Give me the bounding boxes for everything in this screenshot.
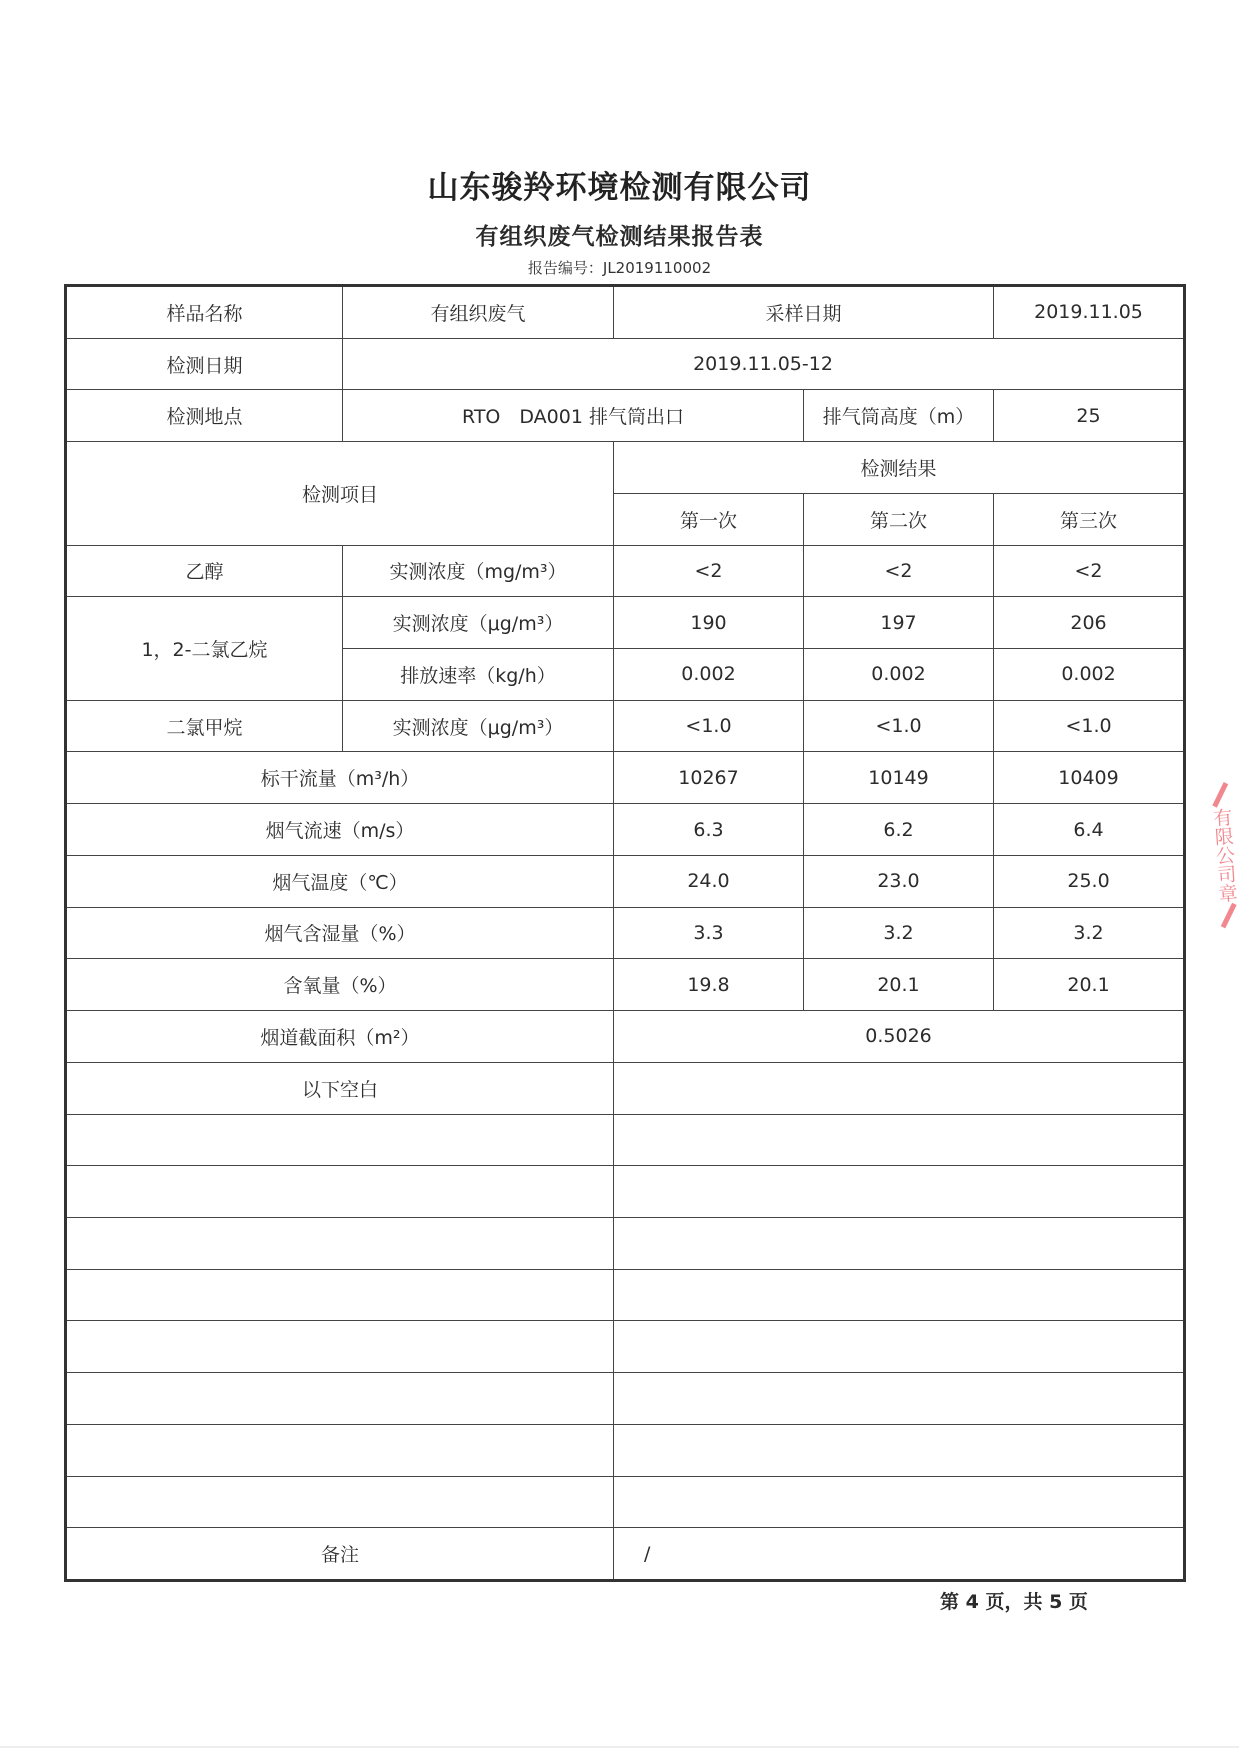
- value-run-1: 0.002: [614, 649, 804, 701]
- value-run-1: 10267: [614, 752, 804, 804]
- empty-cell: [614, 1114, 1185, 1166]
- empty-cell: [614, 1321, 1185, 1373]
- area-value: 0.5026: [614, 1011, 1185, 1063]
- value-run-2: 10149: [804, 752, 994, 804]
- row-area: [66, 1011, 1185, 1063]
- value-run-1: 190: [614, 597, 804, 649]
- value-run-1: 3.3: [614, 907, 804, 959]
- empty-row: [66, 1321, 1185, 1373]
- stack-height-label: 排气筒高度（m）: [804, 390, 994, 442]
- pollutant-name: 乙醇: [66, 545, 343, 597]
- row-temperature: [66, 855, 1185, 907]
- value-run-3: 0.002: [994, 649, 1185, 701]
- empty-cell: [614, 1476, 1185, 1528]
- sampling-date-value: 2019.11.05: [994, 286, 1185, 339]
- test-date-label: 检测日期: [66, 338, 343, 390]
- empty-row: [66, 1217, 1185, 1269]
- value-run-1: 6.3: [614, 804, 804, 856]
- value-run-2: <2: [804, 545, 994, 597]
- pollutant-name: 1，2-二氯乙烷: [66, 597, 343, 700]
- param-name: 实测浓度（μg/m³）: [343, 700, 614, 752]
- report-number: [0, 257, 1239, 278]
- value-run-1: 24.0: [614, 855, 804, 907]
- report-number-value: JL2019110002: [602, 259, 712, 277]
- empty-cell: [614, 1217, 1185, 1269]
- sample-name-value: 有组织废气: [343, 286, 614, 339]
- value-run-2: 197: [804, 597, 994, 649]
- pollutant-name: 二氯甲烷: [66, 700, 343, 752]
- row-dcm: [66, 700, 1185, 752]
- empty-row: [66, 1476, 1185, 1528]
- flue-label: 烟气流速（m/s）: [66, 804, 614, 856]
- location-label: 检测地点: [66, 390, 343, 442]
- row-flow: [66, 752, 1185, 804]
- row-dce-conc: [66, 597, 1185, 649]
- param-name: 实测浓度（μg/m³）: [343, 597, 614, 649]
- blank-notice: 以下空白: [66, 1062, 614, 1114]
- run-3-header: 第三次: [994, 493, 1185, 545]
- empty-cell: [66, 1217, 614, 1269]
- empty-cell: [614, 1373, 1185, 1425]
- row-test-date: [66, 338, 1185, 390]
- empty-cell: [66, 1114, 614, 1166]
- value-run-3: 3.2: [994, 907, 1185, 959]
- empty-cell: [66, 1166, 614, 1218]
- param-name: 实测浓度（mg/m³）: [343, 545, 614, 597]
- row-ethanol: [66, 545, 1185, 597]
- remarks-label: 备注: [66, 1528, 614, 1581]
- value-run-1: 19.8: [614, 959, 804, 1011]
- row-moisture: [66, 907, 1185, 959]
- value-run-1: <1.0: [614, 700, 804, 752]
- empty-cell: [66, 1269, 614, 1321]
- flue-label: 烟气含湿量（%）: [66, 907, 614, 959]
- value-run-2: 3.2: [804, 907, 994, 959]
- results-table: [64, 284, 1186, 1582]
- empty-cell: [614, 1062, 1185, 1114]
- param-name: 排放速率（kg/h）: [343, 649, 614, 701]
- test-results-header: 检测结果: [614, 442, 1185, 494]
- area-label: 烟道截面积（m²）: [66, 1011, 614, 1063]
- value-run-2: <1.0: [804, 700, 994, 752]
- value-run-3: 20.1: [994, 959, 1185, 1011]
- flue-label: 含氧量（%）: [66, 959, 614, 1011]
- run-2-header: 第二次: [804, 493, 994, 545]
- empty-cell: [614, 1269, 1185, 1321]
- stamp-edge-icon: [1220, 903, 1236, 929]
- empty-row: [66, 1424, 1185, 1476]
- value-run-2: 0.002: [804, 649, 994, 701]
- empty-cell: [66, 1476, 614, 1528]
- empty-row: [66, 1269, 1185, 1321]
- empty-cell: [66, 1373, 614, 1425]
- empty-cell: [66, 1321, 614, 1373]
- empty-row: [66, 1373, 1185, 1425]
- empty-row: [66, 1166, 1185, 1218]
- seal-stamp: [1196, 747, 1239, 964]
- location-value: RTO DA001 排气筒出口: [343, 390, 804, 442]
- sampling-date-label: 采样日期: [614, 286, 994, 339]
- stamp-text: 有限公司章: [1209, 807, 1239, 904]
- value-run-1: <2: [614, 545, 804, 597]
- value-run-3: 6.4: [994, 804, 1185, 856]
- flue-label: 烟气温度（℃）: [66, 855, 614, 907]
- empty-cell: [614, 1424, 1185, 1476]
- row-results-header: [66, 442, 1185, 494]
- value-run-2: 20.1: [804, 959, 994, 1011]
- report-title: 有组织废气检测结果报告表: [475, 224, 764, 250]
- report-number-label: 报告编号：: [527, 259, 603, 277]
- test-date-value: 2019.11.05-12: [343, 338, 1185, 390]
- value-run-3: <1.0: [994, 700, 1185, 752]
- stamp-edge-icon: [1212, 782, 1228, 808]
- page-number: 第 4 页，共 5 页: [940, 1591, 1088, 1613]
- value-run-3: 206: [994, 597, 1185, 649]
- flue-label: 标干流量（m³/h）: [66, 752, 614, 804]
- run-1-header: 第一次: [614, 493, 804, 545]
- scan-edge-divider: [0, 1746, 1239, 1748]
- value-run-2: 23.0: [804, 855, 994, 907]
- remarks-value: /: [614, 1528, 1185, 1581]
- value-run-2: 6.2: [804, 804, 994, 856]
- value-run-3: 10409: [994, 752, 1185, 804]
- row-remarks: [66, 1528, 1185, 1581]
- test-item-header: 检测项目: [66, 442, 614, 545]
- row-blank-notice: [66, 1062, 1185, 1114]
- empty-cell: [66, 1424, 614, 1476]
- empty-row: [66, 1114, 1185, 1166]
- value-run-3: 25.0: [994, 855, 1185, 907]
- value-run-3: <2: [994, 545, 1185, 597]
- sample-name-label: 样品名称: [66, 286, 343, 339]
- row-oxygen: [66, 959, 1185, 1011]
- stack-height-value: 25: [994, 390, 1185, 442]
- row-location: [66, 390, 1185, 442]
- row-sample-name: [66, 286, 1185, 339]
- company-name: 山东骏羚环境检测有限公司: [427, 170, 812, 206]
- empty-cell: [614, 1166, 1185, 1218]
- row-velocity: [66, 804, 1185, 856]
